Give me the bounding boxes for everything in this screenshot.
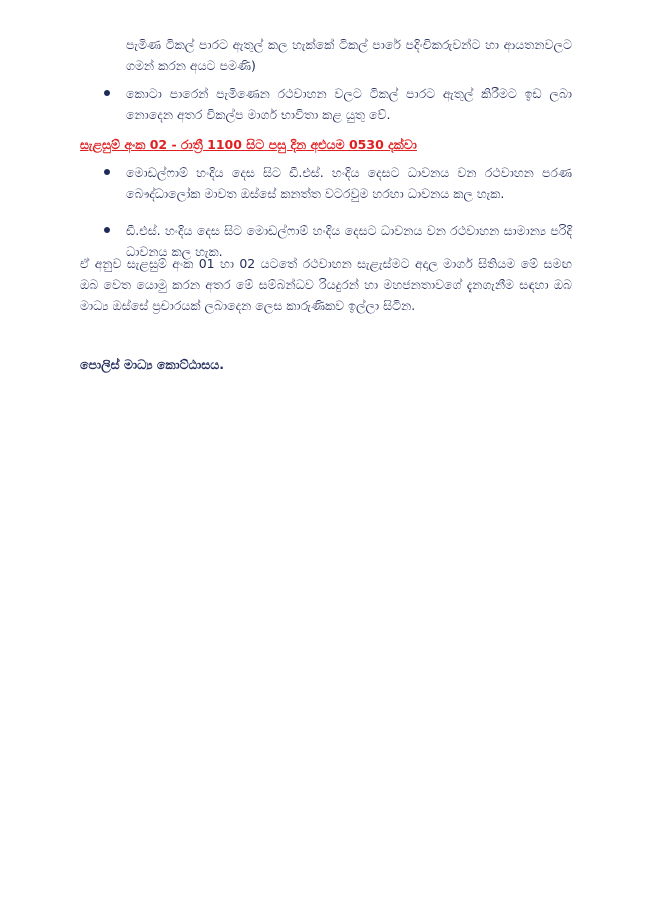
bullet-icon <box>104 169 110 175</box>
signature: පොලිස් මාධ්‍ය කොට්ඨාසය. <box>80 357 224 372</box>
summary-paragraph: ඒ අනුව සැළසුම් අංක 01 හා 02 යටතේ රථවාහන සැළැස්මට අදාල මාර්ග සිතියම මේ සමඟ ඔබ වෙත යොමු කරන අතර මේ සම්බන්ධව රියදුරන් හා මහජනතාවගේ දැනගැනීම සඳහා ඔබ මාධ්‍ය ඔස්සේ ප්‍රචාරයක් ලබාදෙන ලෙස කාරුණිකව ඉල්ලා සිටින. <box>80 256 572 313</box>
bullet-icon <box>104 90 110 96</box>
list-item-text: මොඩල්ෆාම් හංදිය දෙස සිට ඩී.එස්. හංදිය දෙසට ධාවනය වන රථවාහන පරණ බෞද්ධාලෝක මාවත ඔස්සේ කනත්ත වටරවුම හරහා ධාවනය කල හැක. <box>126 165 572 201</box>
list-item-text: ඩී.එස්. හංදිය දෙස සිට මොඩල්ෆාම් හංදිය දෙසට ධාවනය වන රථවාහන සාමාන්‍ය පරිදි ධාවනය කල හැක. <box>126 223 572 259</box>
bullet-icon <box>104 227 110 233</box>
section-heading-plan-two: සැළසුම් අංක 02 - රාත්‍රී 1100 සිට පසු දින අළුයම 0530 දක්වා <box>80 137 417 152</box>
list-item <box>100 162 572 204</box>
bullet-list-plan-one <box>100 83 572 141</box>
list-item-text: කොටා පාරෙන් පැමිණෙන රථවාහන වලට ටිකල් පාරට ඇතුල් කිරීමට ඉඩ ලබා නොදෙන අතර විකල්ප මාර්ග භාවිතා කළ යුතු වේ. <box>126 86 572 122</box>
list-item <box>100 83 572 125</box>
continuation-paragraph: පැමිණ ටිකල් පාරට ඇතුල් කල හැක්කේ ටිකල් පාරේ පදිංචිකරුවන්ට හා ආයතනවලට ගමන් කරන අයට පමණි) <box>126 37 572 73</box>
